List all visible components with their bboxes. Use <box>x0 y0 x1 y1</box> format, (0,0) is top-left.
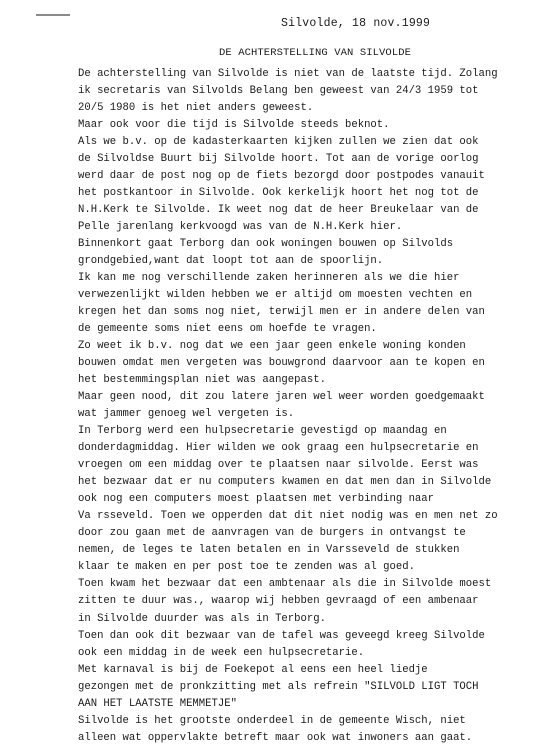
text-line: Silvolde is het grootste onderdeel in de gemeente Wisch, niet <box>78 714 466 727</box>
text-line: verwezenlijkt wilden hebben we er altijd om moesten vechten en <box>78 289 473 302</box>
text-line: werd daar de post nog op de fiets bezorgd door postpodes vanauit <box>78 170 485 183</box>
text-line: Toen kwam het bezwaar dat een ambtenaar als die in Silvolde moest <box>78 578 492 591</box>
text-line: grondgebied,want dat loopt tot aan de spoorlijn. <box>78 255 384 268</box>
text-line: het bezwaar dat er nu computers kwamen en dat men dan in Silvolde <box>78 476 492 489</box>
body-text <box>78 66 533 747</box>
text-line: in Silvolde duurder was als in Terborg. <box>78 612 326 625</box>
text-line: Met karnaval is bij de Foekepot al eens een heel liedje <box>78 663 428 676</box>
text-line: alleen wat oppervlakte betreft maar ook wat inwoners aan gaat. <box>78 731 473 744</box>
text-line: zitten te duur was., waarop wij hebben gevraagd of een ambenaar <box>78 595 479 608</box>
text-line: ook nog een computers moest plaatsen met verbinding naar <box>78 493 435 506</box>
text-line: Maar geen nood, dit zou latere jaren wel weer worden goedgemaakt <box>78 391 485 404</box>
text-line: Maar ook voor die tijd is Silvolde steeds beknot. <box>78 119 390 132</box>
text-line: nemen, de leges te laten betalen en in Varsseveld de stukken <box>78 544 460 557</box>
text-line: gezongen met de pronkzitting met als refrein "SILVOLD LIGT TOCH <box>78 680 479 693</box>
text-line: ik secretaris van Silvolds Belang ben geweest van 24/3 1959 tot <box>78 85 479 98</box>
text-line: Binnenkort gaat Terborg dan ook woningen bouwen op Silvolds <box>78 238 454 251</box>
text-line: De achterstelling van Silvolde is niet van de laatste tijd. Zolang <box>78 68 498 80</box>
text-line: Va rsseveld. Toen we opperden dat dit niet nodig was en men net zo <box>78 510 498 523</box>
text-line: door zou gaan met de aanvragen van de burgers in ontvangst te <box>78 527 466 540</box>
text-line: Zo weet ik b.v. nog dat we een jaar geen enkele woning konden <box>78 340 466 353</box>
document-date: Silvolde, 18 nov.1999 <box>281 17 431 30</box>
text-line: In Terborg werd een hulpsecretarie gevestigd op maandag en <box>78 425 447 438</box>
text-line: het bestemmingsplan niet was aangepast. <box>78 374 326 387</box>
text-line: de gemeente soms niet eens om hoefde te vragen. <box>78 323 377 336</box>
text-line: klaar te maken en per post toe te zenden was al goed. <box>78 561 415 574</box>
text-line: AAN HET LAATSTE MEMMETJE" <box>78 697 237 710</box>
text-line: Als we b.v. op de kadasterkaarten kijken zullen we zien dat ook <box>78 136 479 149</box>
text-line: bouwen omdat men vergeten was bouwgrond daarvoor aan te kopen en <box>78 357 485 370</box>
text-line: vroegen om een middag over te plaatsen naar silvolde. Eerst was <box>78 459 479 472</box>
document-title: DE ACHTERSTELLING VAN SILVOLDE <box>219 47 412 59</box>
text-line: kregen het dan soms nog niet, terwijl men er in andere delen van <box>78 306 485 319</box>
scan-mark <box>36 14 70 16</box>
text-line: Ik kan me nog verschillende zaken herinneren als we die hier <box>78 272 460 285</box>
text-line: ook een middag in de week een hulpsecretarie. <box>78 646 365 659</box>
text-line: Pelle jarenlang kerkvoogd was van de N.H.Kerk hier. <box>78 221 403 234</box>
text-line: het postkantoor in Silvolde. Ook kerkelijk hoort het nog tot de <box>78 187 479 200</box>
text-line: N.H.Kerk te Silvolde. Ik weet nog dat de heer Breukelaar van de <box>78 204 479 217</box>
text-line: Toen dan ook dit bezwaar van de tafel was geveegd kreeg Silvolde <box>78 629 485 642</box>
text-line: wat jammer genoeg wel vergeten is. <box>78 408 295 421</box>
text-line: donderdagmiddag. Hier wilden we ook graag een hulpsecretarie en <box>78 442 479 455</box>
text-line: de Silvoldse Buurt bij Silvolde hoort. Tot aan de vorige oorlog <box>78 153 479 166</box>
text-line: 20/5 1980 is het niet anders geweest. <box>78 102 314 115</box>
